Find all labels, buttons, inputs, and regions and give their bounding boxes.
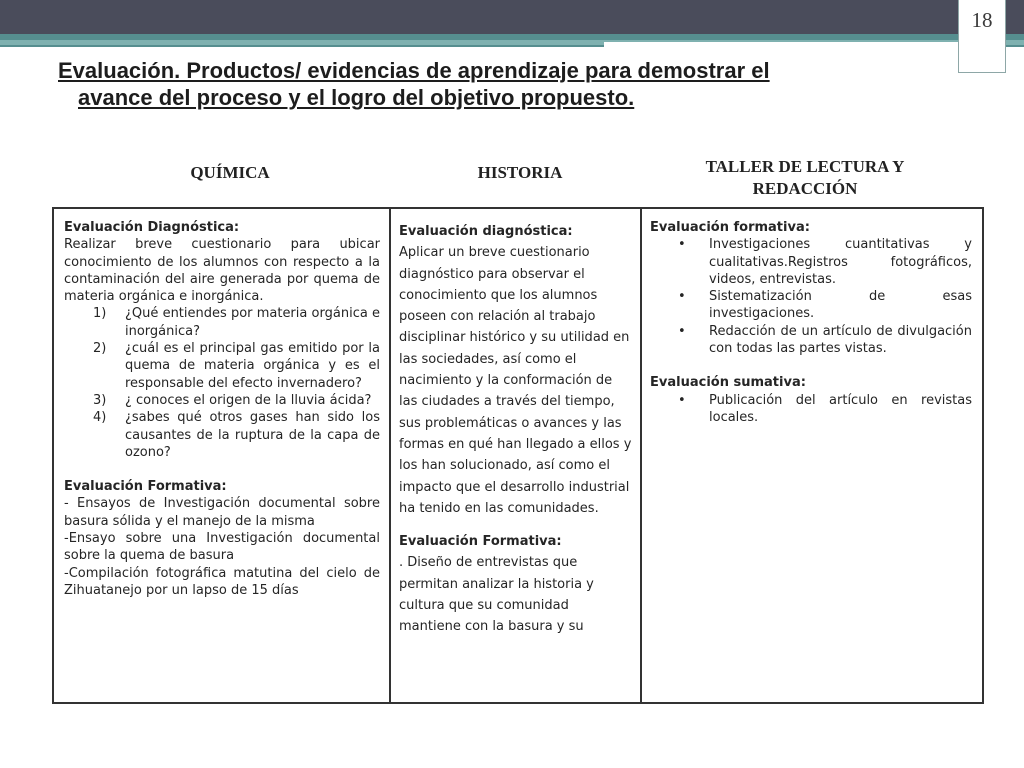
header-tab	[604, 42, 958, 56]
list-item: • Investigaciones cuantitativas y cualitativas.Registros fotográficos, videos, entrevistas.	[650, 236, 972, 288]
bullet-icon: •	[678, 323, 686, 339]
cell-taller	[642, 209, 982, 702]
slide-title-line1: Evaluación. Productos/ evidencias de aprendizaje para demostrar el	[58, 58, 770, 83]
spacer	[64, 461, 380, 478]
header-band	[0, 0, 1024, 34]
bullet-icon: •	[678, 392, 686, 408]
historia-diag-text: Aplicar un breve cuestionario diagnóstico para observar el conocimiento que los alumnos poseen con relación al trabajo disciplinar histórico y su utilidad en las sociedades, así como el nacimiento y la conformación de las ciudades a través del tiempo, sus problemáticas o avances y las formas en qué han llegado a ellos y los han solucionado, así como el impacto que el desarrollo industrial ha tenido en las comunidades.	[399, 245, 632, 516]
column-header-quimica: QUÍMICA	[190, 163, 270, 182]
cell-quimica	[54, 209, 391, 702]
quimica-form-item: -Ensayo sobre una Investigación documental sobre la quema de basura	[64, 531, 380, 564]
quimica-diag-heading: Evaluación Diagnóstica:	[64, 220, 240, 235]
quimica-form-item: -Compilación fotográfica matutina del cielo de Zihuatanejo por un lapso de 15 días	[64, 565, 380, 598]
list-item: 1) ¿Qué entiendes por materia orgánica e inorgánica?	[93, 306, 380, 339]
historia-diag-heading: Evaluación diagnóstica:	[399, 224, 573, 239]
historia-form-text: . Diseño de entrevistas que permitan analizar la historia y cultura que su comunidad mantiene con la basura y su	[399, 555, 594, 635]
historia-form-heading: Evaluación Formativa:	[399, 534, 562, 550]
list-item: 4) ¿sabes qué otros gases han sido los causantes de la ruptura de la capa de ozono?	[93, 410, 380, 460]
slide-title-line2: avance del proceso y el logro del objetivo propuesto.	[78, 85, 635, 110]
taller-sum-heading: Evaluación sumativa:	[650, 375, 806, 391]
slide-number: 18	[971, 8, 993, 32]
column-header-historia: HISTORIA	[477, 163, 563, 182]
quimica-form-item: - Ensayos de Investigación documental sobre basura sólida y el manejo de la misma	[64, 496, 380, 529]
cell-historia	[391, 209, 642, 702]
list-item: 2) ¿cuál es el principal gas emitido por la quema de materia orgánica y es el responsable del efecto invernadero?	[93, 341, 380, 391]
column-header-taller: TALLER DE LECTURA Y REDACCIÓN	[705, 157, 905, 198]
bullet-icon: •	[678, 237, 686, 253]
list-item: 3) ¿ conoces el origen de la lluvia ácida?	[93, 392, 372, 408]
taller-form-list	[650, 236, 972, 357]
taller-sum-list	[650, 392, 972, 427]
taller-form-heading: Evaluación formativa:	[650, 220, 810, 235]
evaluation-table	[52, 207, 984, 704]
slide-number-box	[958, 0, 1006, 73]
quimica-form-heading: Evaluación Formativa:	[64, 479, 227, 495]
quimica-diag-text: Realizar breve cuestionario para ubicar conocimiento de los alumnos con respecto a la contaminación del aire generada por quema de materia orgánica e inorgánica.	[64, 237, 380, 305]
list-item: • Publicación del artículo en revistas locales.	[650, 392, 972, 427]
bullet-icon: •	[678, 289, 686, 305]
slide-title	[58, 57, 948, 111]
list-item: • Sistematización de esas investigaciones.	[650, 288, 972, 323]
quimica-questions	[64, 305, 380, 461]
list-item: • Redacción de un artículo de divulgación con todas las partes vistas.	[650, 323, 972, 358]
spacer	[650, 357, 972, 374]
spacer	[399, 519, 632, 531]
